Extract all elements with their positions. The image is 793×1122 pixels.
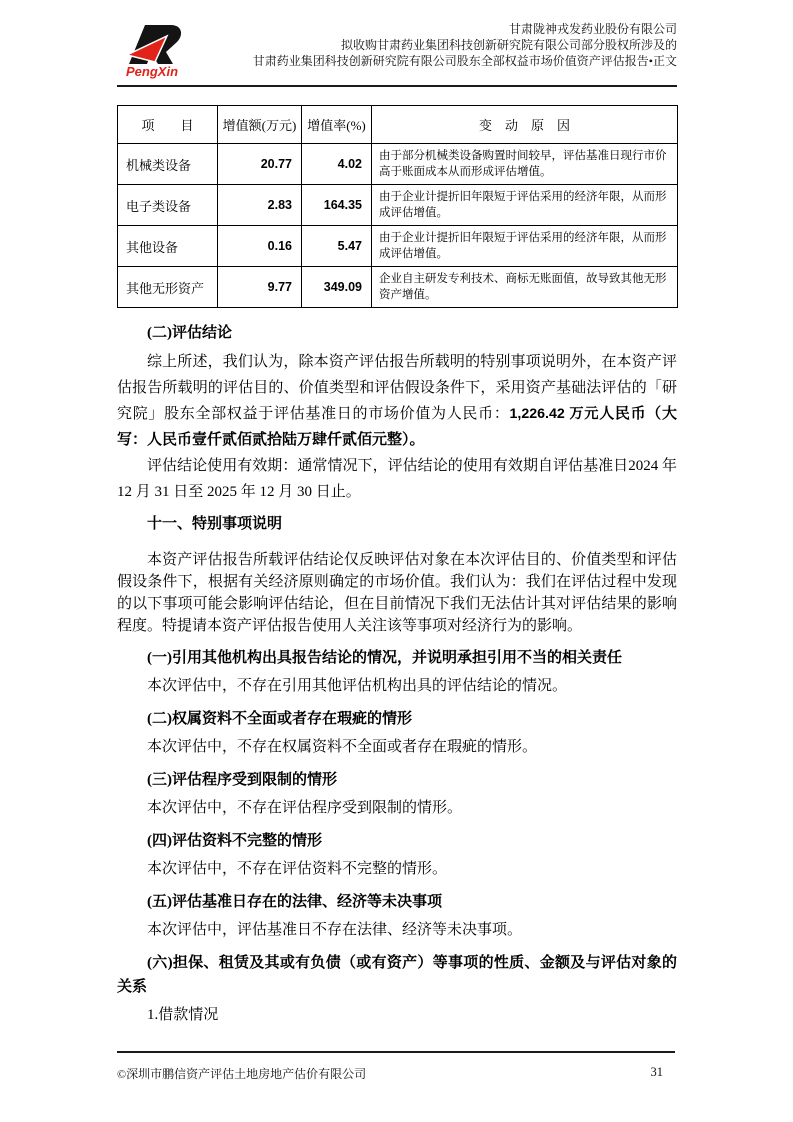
- column-header-reason: 变 动 原 因: [372, 106, 678, 144]
- column-header-rate: 增值率(%): [302, 106, 372, 144]
- item-body-3: 本次评估中，不存在评估程序受到限制的情形。: [147, 800, 463, 816]
- cell-rate: 4.02: [302, 144, 372, 185]
- item-body-4: 本次评估中，不存在评估资料不完整的情形。: [147, 861, 448, 877]
- cell-rate: 349.09: [302, 267, 372, 308]
- item-body-2: 本次评估中，不存在权属资料不全面或者存在瑕疵的情形。: [147, 739, 538, 755]
- header-company-line: 甘肃陇神戎发药业股份有限公司: [508, 22, 677, 36]
- table-row: [118, 267, 678, 308]
- section-heading-conclusion: (二)评估结论: [147, 325, 232, 341]
- cell-amount: 9.77: [218, 267, 302, 308]
- paragraph-conclusion: [117, 349, 677, 453]
- table-row: [118, 144, 678, 185]
- cell-item: 其他设备: [118, 226, 218, 267]
- section-heading-special-items: 十一、特别事项说明: [147, 516, 283, 532]
- cell-amount: 2.83: [218, 185, 302, 226]
- item-body-5: 本次评估中，评估基准日不存在法律、经济等未决事项。: [147, 922, 523, 938]
- column-header-amount: 增值额(万元): [218, 106, 302, 144]
- conclusion-amount-words: 人民币（大写：人民币壹仟贰佰贰拾陆万肆仟贰佰元整）。: [117, 406, 677, 448]
- cell-amount: 20.77: [218, 144, 302, 185]
- cell-item: 机械类设备: [118, 144, 218, 185]
- cell-rate: 164.35: [302, 185, 372, 226]
- conclusion-regular-text: 综上所述，我们认为，除本资产评估报告所载明的特别事项说明外，在本资产评估报告所载明的评估目的、价值类型和评估假设条件下，采用资产基础法评估的「研究院」股东全部权益于评估基准日的市场价值为人民币：: [117, 354, 677, 422]
- cell-rate: 5.47: [302, 226, 372, 267]
- cell-reason: 由于企业计提折旧年限短于评估采用的经济年限，从而形成评估增值。: [372, 226, 678, 267]
- item-heading-3: (三)评估程序受到限制的情形: [147, 772, 337, 788]
- header-subject-line: 拟收购甘肃药业集团科技创新研究院有限公司部分股权所涉及的: [340, 38, 677, 52]
- cell-reason: 由于企业计提折旧年限短于评估采用的经济年限，从而形成评估增值。: [372, 185, 678, 226]
- item-heading-5: (五)评估基准日存在的法律、经济等未决事项: [147, 894, 442, 910]
- item-heading-6: (六)担保、租赁及其或有负债（或有资产）等事项的性质、金额及与评估对象的关系: [117, 955, 677, 995]
- footer-company: ©深圳市鹏信资产评估土地房地产估价有限公司: [117, 1067, 367, 1081]
- footer-divider: [117, 1051, 675, 1053]
- cell-amount: 0.16: [218, 226, 302, 267]
- valuation-change-table: [117, 105, 678, 308]
- item-heading-1: (一)引用其他机构出具报告结论的情况，并说明承担引用不当的相关责任: [147, 650, 622, 666]
- table-header-row: [118, 106, 678, 144]
- report-header: [253, 21, 677, 69]
- page-number: 31: [650, 1065, 663, 1079]
- logo-wordmark: PengXin: [126, 64, 179, 79]
- cell-reason: 由于部分机械类设备购置时间较早，评估基准日现行市价高于账面成本从而形成评估增值。: [372, 144, 678, 185]
- item-body-1: 本次评估中，不存在引用其他评估机构出具的评估结论的情况。: [147, 678, 568, 694]
- page-footer: [117, 1065, 677, 1082]
- pengxin-logo-icon: [125, 22, 197, 80]
- header-title-line: 甘肃药业集团科技创新研究院有限公司股东全部权益市场价值资产评估报告•正文: [252, 54, 677, 68]
- cell-reason: 企业自主研发专利技术、商标无账面值，故导致其他无形资产增值。: [372, 267, 678, 308]
- page-content: [117, 105, 677, 1027]
- item-heading-4: (四)评估资料不完整的情形: [147, 833, 322, 849]
- column-header-item: 项 目: [118, 106, 218, 144]
- conclusion-amount-value: 1,226.42 万元: [509, 406, 600, 422]
- cell-item: 电子类设备: [118, 185, 218, 226]
- table-row: [118, 185, 678, 226]
- item-heading-2: (二)权属资料不全面或者存在瑕疵的情形: [147, 711, 412, 727]
- table-row: [118, 226, 678, 267]
- loan-subitem: 1.借款情况: [147, 1007, 219, 1023]
- cell-item: 其他无形资产: [118, 267, 218, 308]
- paragraph-validity-period: 评估结论使用有效期：通常情况下，评估结论的使用有效期自评估基准日2024 年 12 月 31 日至 2025 年 12 月 30 日止。: [117, 458, 677, 500]
- header-divider: [117, 85, 677, 87]
- paragraph-special-intro: 本资产评估报告所载评估结论仅反映评估对象在本次评估目的、价值类型和评估假设条件下，根据有关经济原则确定的市场价值。我们认为：我们在评估过程中发现的以下事项可能会影响评估结论，但在目前情况下我们无法估计其对评估结果的影响程度。特提请本资产评估报告使用人关注该等事项对经济行为的影响。: [117, 552, 677, 634]
